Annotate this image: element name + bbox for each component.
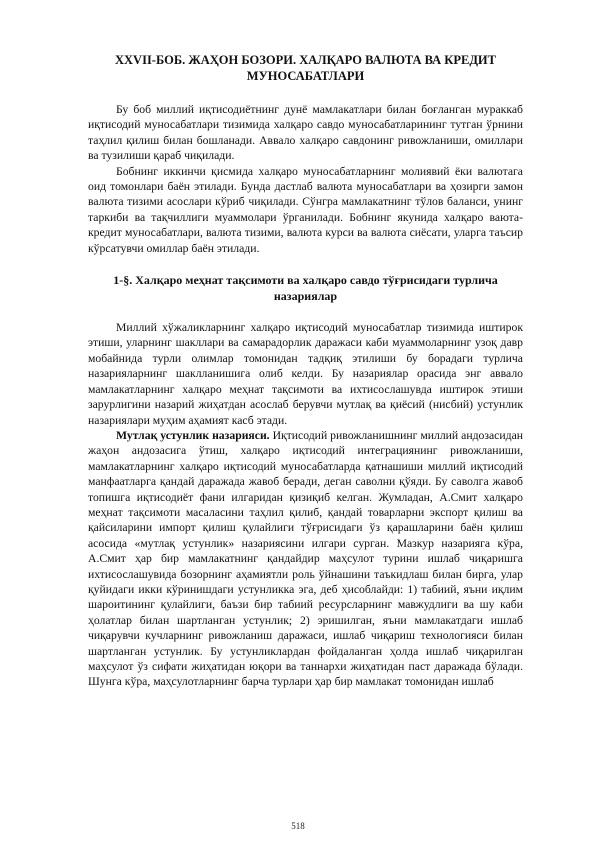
- body-paragraph-2: [88, 428, 523, 690]
- section-title-line-2: назариялар: [273, 289, 338, 304]
- body-paragraph-1: Миллий хўжаликларнинг халқаро иқтисодий муносабатлар тизимида иштирок этиши, уларнинг шакллари ва самарадорлик даражаси каби муаммоларнинг узоқ давр мобайнида турли олимлар томонидан тадқиқ этилиши бу борадаги турлича назарияларнинг шаклланишига олиб келди. Бу назариялар орасида энг аввало мамлакатларнинг халқаро меҳнат тақсимоти ва ихтисослашувда иштирок этиши зарурлигини назарий жиҳатдан асослаб берувчи мутлақ ва қиёсий (нисбий) устунлик назариялари муҳим аҳамият касб этади.: [88, 321, 523, 427]
- chapter-title-line-1: XXVII-БОБ. ЖАҲОН БОЗОРИ. ХАЛҚАРО ВАЛЮТА ВА КРЕДИТ: [115, 53, 496, 67]
- body-paragraph-2-text: Иқтисодий ривожланишнинг миллий андозасидан жаҳон андозасига ўтиш, халқаро иқтисодий интеграциянинг ривожланиши, мамлакатларнинг халқаро иқтисодий муносабатларда қатнашиши миллий иқтисодий манфаатларга қандай даражада жавоб беради, деган саволни қўяди. Бу саволга жавоб топишга иқтисодиёт фани илгаридан қизиқиб келган. Жумладан, А.Смит халқаро меҳнат тақсимоти масаласини таҳлил қилиб, қандай товарларни экспорт қилиш ва қайсиларини импорт қилиш қулайлиги тўғрисидаги ўз қарашларини баён қилиш асосида «мутлақ устунлик» назариясини илгари сурган. Мазкур назарияга кўра, А.Смит ҳар бир мамлакатнинг қандайдир маҳсулот турини ишлаб чиқаришга ихтисослашувида бозорнинг аҳамиятли роль ўйнашини таъкидлаш билан бирга, улар қуйидаги икки кўринишдаги устунликка эга, деб ҳисоблайди: 1) табиий, яъни иқлим шароитининг қулайлиги, баъзи бир табиий ресурсларнинг мавжудлиги ва шу каби ҳолатлар билан шартланган устунлик; 2) эришилган, яъни мамлакатдаги ишлаб чиқарувчи кучларнинг ривожланиш даражаси, ишлаб чиқариш технологияси билан шартланган устунлик. Бу устунликлардан фойдаланган ҳолда ишлаб чиқарилган маҳсулот ўз сифати жиҳатидан юқори ва таннархи жиҳатидан паст даражада бўлади. Шунга кўра, маҳсулотларнинг барча турлари ҳар бир мамлакат томонидан ишлаб: [88, 428, 524, 689]
- section-title: [88, 272, 523, 304]
- absolute-advantage-term: Мутлақ устунлик назарияси.: [116, 428, 270, 442]
- intro-paragraph-2: Бобнинг иккинчи қисмида халқаро муносабатларнинг молиявий ёки валютага оид томонлари баён этилади. Бунда дастлаб валюта муносабатлари ва ҳозирги замон валюта тизими асослари кўриб чиқилади. Сўнгра мамлакатнинг тўлов баланси, унинг таркиби ва тақчиллиги муаммолари ўрганилади. Бобнинг якунида халқаро ваюта-кредит муносабатлари, валюта тизими, валюта курси ва валюта сиёсати, уларга таъсир кўрсатувчи омиллар баён этилади.: [88, 164, 523, 255]
- chapter-title-line-2: МУНОСАБАТЛАРИ: [246, 69, 365, 83]
- page-content: [88, 52, 523, 690]
- intro-paragraph-1: Бу боб миллий иқтисодиётнинг дунё мамлакатлари билан боғланган мураккаб иқтисодий муносабатлари тизимида халқаро савдо муносабатларининг тутган ўрнини таҳлил қилиш билан бошланади. Аввало халқаро савдонинг ривожланиши, омиллари ва тузилиши қараб чиқилади.: [88, 103, 523, 163]
- page-number: 518: [291, 821, 305, 831]
- chapter-title: [88, 52, 523, 84]
- section-title-line-1: 1-§. Халқаро меҳнат тақсимоти ва халқаро савдо тўғрисидаги турлича: [113, 273, 498, 288]
